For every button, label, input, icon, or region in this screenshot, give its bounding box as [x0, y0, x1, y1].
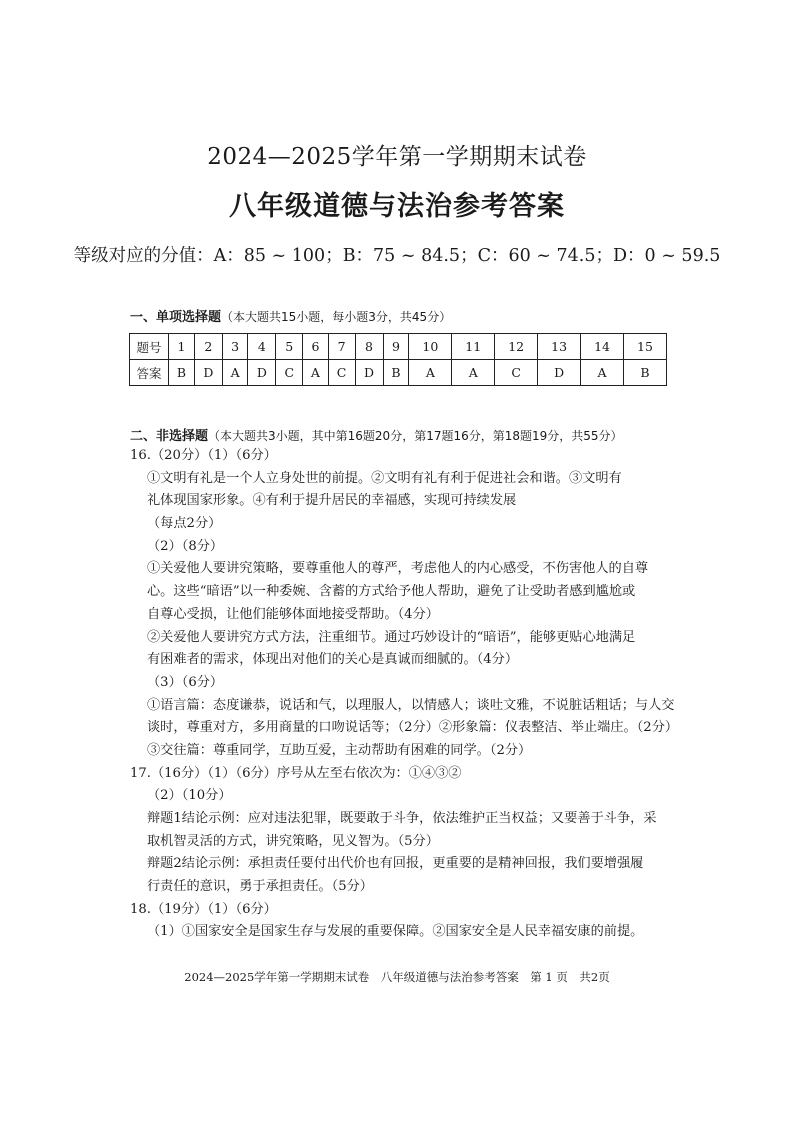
question-number-cell: 3 — [222, 334, 247, 360]
answer-cell: A — [452, 360, 495, 386]
answer-text-line: （3）（6分） — [147, 674, 224, 690]
section2-title: 二、非选择题 — [130, 429, 209, 444]
question-number-cell: 10 — [409, 334, 452, 360]
section1-heading — [130, 306, 451, 325]
answer-cell: C — [276, 360, 303, 386]
answer-cell: D — [194, 360, 222, 386]
question-number-cell: 6 — [303, 334, 328, 360]
section2-heading — [130, 425, 623, 444]
answer-text-line: 礼体现国家形象。④有利于提升居民的幸福感，实现可持续发展 — [147, 493, 517, 509]
row-label-question: 题号 — [130, 334, 169, 360]
question-number-cell: 8 — [355, 334, 383, 360]
section1-note: （本大题共15小题，每小题3分，共45分） — [221, 310, 452, 324]
answer-text-line: ②关爱他人要讲究方式方法，注重细节。通过巧妙设计的“暗语”，能够更贴心地满足 — [147, 629, 636, 645]
exam-title: 2024—2025学年第一学期期末试卷 — [207, 144, 587, 170]
answer-text-line: 谈时，尊重对方，多用商量的口吻说话等；（2分）②形象篇：仪表整洁、举止端庄。（2分） — [147, 720, 679, 736]
question-heading-line: 18.（19分）（1）（6分） — [130, 901, 277, 917]
question-number-cell: 13 — [538, 334, 581, 360]
answer-cell: D — [248, 360, 276, 386]
answer-text-line: 行责任的意识，勇于承担责任。（5分） — [147, 879, 373, 895]
answer-table — [129, 333, 667, 386]
answer-cell: D — [538, 360, 581, 386]
answer-text-line: 有困难者的需求，体现出对他们的关心是真诚而细腻的。（4分） — [147, 652, 519, 668]
answer-cell: C — [328, 360, 355, 386]
question-number-cell: 14 — [581, 334, 624, 360]
question-number-cell: 7 — [328, 334, 355, 360]
question-number-cell: 11 — [452, 334, 495, 360]
grade-scale-line: 等级对应的分值：A：85 ~ 100；B：75 ~ 84.5；C：60 ~ 74.5；D：0 ~ 59.5 — [73, 246, 721, 266]
section1-title: 一、单项选择题 — [130, 310, 222, 325]
answer-text-line: 心。这些“暗语”以一种委婉、含蓄的方式给予他人帮助，避免了让受助者感到尴尬或 — [147, 584, 636, 600]
answer-text-line: （1）①国家安全是国家生存与发展的重要保障。②国家安全是人民幸福安康的前提。 — [147, 924, 644, 940]
answer-cell: B — [383, 360, 409, 386]
answer-cell: B — [169, 360, 195, 386]
answer-cell: C — [495, 360, 538, 386]
question-number-cell: 15 — [623, 334, 666, 360]
answer-row — [130, 360, 667, 386]
answer-cell: A — [409, 360, 452, 386]
answer-text-line: ①语言篇：态度谦恭，说话和气，以理服人，以情感人；谈吐文雅，不说脏话粗话；与人交 — [147, 697, 675, 713]
question-number-cell: 5 — [276, 334, 303, 360]
question-number-row — [130, 334, 667, 360]
answer-text-line: 辩题2结论示例：承担责任要付出代价也有回报，更重要的是精神回报，我们要增强履 — [147, 856, 644, 872]
page-footer: 2024—2025学年第一学期期末试卷 八年级道德与法治参考答案 第 1 页 共2页 — [184, 970, 610, 984]
answer-cell: A — [222, 360, 247, 386]
answer-text-line: （每点2分） — [147, 516, 222, 532]
answer-cell: D — [355, 360, 383, 386]
answer-text-line: （2）（10分） — [147, 788, 232, 804]
question-number-cell: 1 — [169, 334, 195, 360]
question-number-cell: 4 — [248, 334, 276, 360]
answer-text-line: ③交往篇：尊重同学，互助互爱，主动帮助有困难的同学。（2分） — [147, 742, 532, 758]
answer-body — [130, 445, 679, 944]
section2-note: （本大题共3小题，其中第16题20分，第17题16分，第18题19分，共55分） — [208, 429, 623, 443]
question-heading-line: 17.（16分）（1）（6分）序号从左至右依次为：①④③② — [130, 765, 462, 781]
answer-key-title: 八年级道德与法治参考答案 — [229, 191, 565, 222]
answer-text-line: 取机智灵活的方式，讲究策略，见义智为。（5分） — [147, 833, 439, 849]
question-heading-line: 16.（20分）（1）（6分） — [130, 448, 277, 463]
answer-text-line: ①关爱他人要讲究策略，要尊重他人的尊严，考虑他人的内心感受，不伤害他人的自尊 — [147, 561, 649, 577]
answer-cell: B — [623, 360, 666, 386]
question-number-cell: 2 — [194, 334, 222, 360]
answer-text-line: ①文明有礼是一个人立身处世的前提。②文明有礼有利于促进社会和谐。③文明有 — [147, 470, 622, 486]
answer-cell: A — [581, 360, 624, 386]
question-number-cell: 12 — [495, 334, 538, 360]
answer-text-line: （2）（8分） — [147, 538, 224, 554]
answer-cell: A — [303, 360, 328, 386]
answer-text-line: 辩题1结论示例：应对违法犯罪，既要敢于斗争，依法维护正当权益；又要善于斗争，采 — [147, 811, 657, 826]
question-number-cell: 9 — [383, 334, 409, 360]
row-label-answer: 答案 — [130, 360, 169, 386]
answer-text-line: 自尊心受损，让他们能够体面地接受帮助。（4分） — [147, 606, 439, 622]
